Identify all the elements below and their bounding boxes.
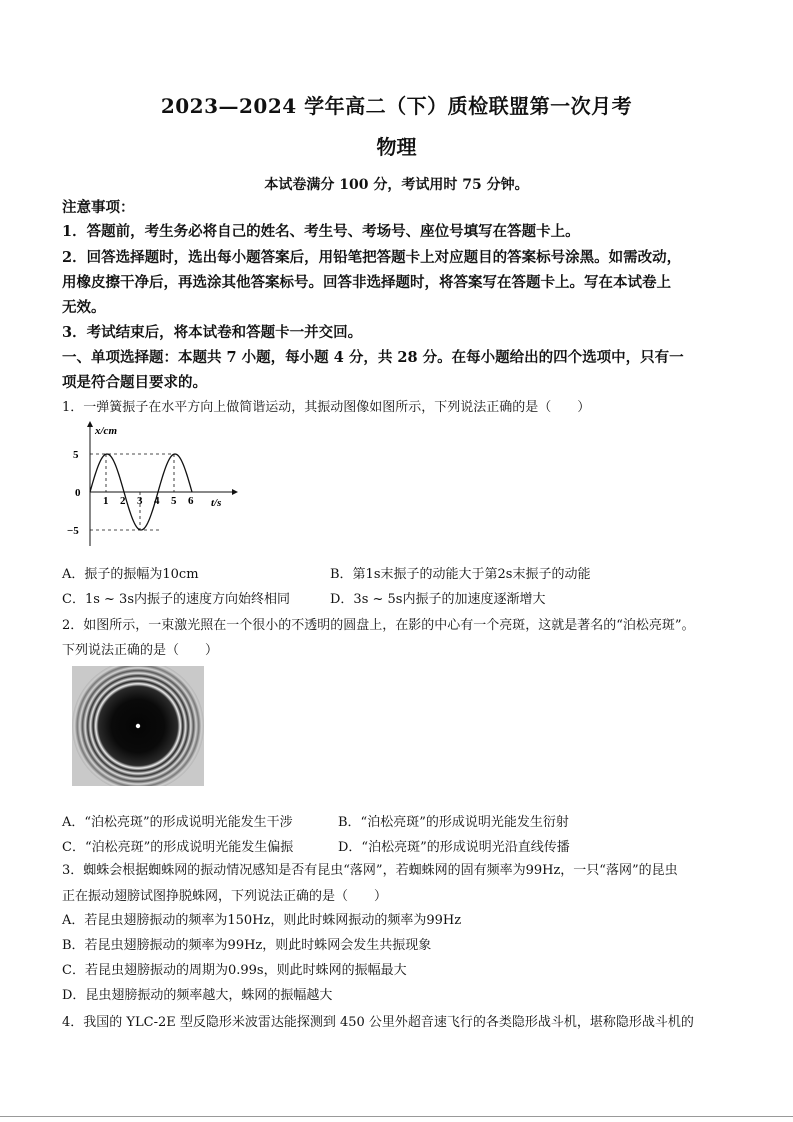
q3-option-a: A．若昆虫翅膀振动的频率为150Hz，则此时蛛网振动的频率为99Hz: [62, 913, 462, 928]
q1-x-tick-5: 5: [171, 495, 177, 507]
note-line-1: 1．答题前，考生务必将自己的姓名、考生号、考场号、座位号填写在答题卡上。: [62, 223, 580, 240]
page-bottom-rule: [0, 1116, 793, 1117]
q1-y-tick-5: 5: [73, 449, 79, 461]
exam-title: 2023—2024 学年高二（下）质检联盟第一次月考: [160, 94, 633, 118]
q1-vibration-graph: [66, 420, 238, 552]
q1-y-arrow-icon: [87, 421, 93, 427]
notes-heading: 注意事项：: [62, 199, 135, 216]
q1-x-arrow-icon: [232, 489, 238, 495]
note-line-2: 2．回答选择题时，选出每小题答案后，用铅笔把答题卡上对应题目的答案标号涂黑。如需改动，: [62, 249, 682, 266]
subject-title: 物理: [376, 135, 417, 159]
q1-option-b: B．第1s末振子的动能大于第2s末振子的动能: [330, 567, 591, 582]
q1-origin-label: 0: [75, 487, 81, 499]
q2-option-b: B．“泊松亮斑”的形成说明光能发生衍射: [338, 815, 569, 830]
note-line-4: 无效。: [62, 299, 106, 316]
note-line-5: 3．考试结束后，将本试卷和答题卡一并交回。: [62, 324, 363, 341]
q1-x-label: t/s: [211, 497, 222, 509]
q2-option-d: D．“泊松亮斑”的形成说明光沿直线传播: [338, 840, 570, 855]
q1-stem: 1．一弹簧振子在水平方向上做简谐运动，其振动图像如图所示，下列说法正确的是（ ）: [62, 400, 591, 415]
q1-x-tick-2: 2: [120, 495, 126, 507]
q2-option-c: C．“泊松亮斑”的形成说明光能发生偏振: [62, 840, 294, 855]
q3-stem-line-1: 3．蜘蛛会根据蜘蛛网的振动情况感知是否有昆虫“落网”，若蜘蛛网的固有频率为99Hz，一只“落网”的昆虫: [62, 863, 678, 878]
q1-option-d: D．3s ~ 5s内振子的加速度逐渐增大: [330, 592, 546, 607]
q2-stem-line-1: 2．如图所示，一束激光照在一个很小的不透明的圆盘上，在影的中心有一个亮斑，这就是著名的“泊松亮斑”。: [62, 618, 695, 633]
poisson-spot-image: [72, 666, 204, 786]
q1-x-tick-6: 6: [188, 495, 194, 507]
section1-line-1: 一、单项选择题：本题共 7 小题，每小题 4 分，共 28 分。在每小题给出的四个选项中，只有一: [62, 349, 684, 366]
q3-option-d: D．昆虫翅膀振动的频率越大，蛛网的振幅越大: [62, 988, 333, 1003]
q1-x-tick-1: 1: [103, 495, 109, 507]
q1-option-c: C．1s ~ 3s内振子的速度方向始终相同: [62, 592, 290, 607]
q1-option-a: A．振子的振幅为10cm: [62, 567, 199, 582]
section1-line-2: 项是符合题目要求的。: [62, 374, 207, 391]
q3-stem-line-2: 正在振动翅膀试图挣脱蛛网，下列说法正确的是（ ）: [62, 889, 388, 904]
q2-stem-line-2: 下列说法正确的是（ ）: [62, 643, 219, 658]
note-line-3: 用橡皮擦干净后，再选涂其他答案标号。回答非选择题时，将答案写在答题卡上。写在本试卷上: [62, 274, 671, 291]
q1-x-tick-4: 4: [154, 495, 160, 507]
q4-stem-line-1: 4．我国的 YLC-2E 型反隐形米波雷达能探测到 450 公里外超音速飞行的各类隐形战斗机，堪称隐形战斗机的: [62, 1015, 694, 1030]
q3-option-b: B．若昆虫翅膀振动的频率为99Hz，则此时蛛网会发生共振现象: [62, 938, 432, 953]
q2-option-a: A．“泊松亮斑”的形成说明光能发生干涉: [62, 815, 293, 830]
exam-info: 本试卷满分 100 分，考试用时 75 分钟。: [264, 177, 529, 193]
q1-x-tick-3: 3: [137, 495, 143, 507]
q1-y-label: x/cm: [95, 425, 117, 437]
q3-option-c: C．若昆虫翅膀振动的周期为0.99s，则此时蛛网的振幅最大: [62, 963, 407, 978]
poisson-bright-spot: [136, 724, 140, 728]
q1-y-tick-neg5: −5: [67, 525, 79, 537]
